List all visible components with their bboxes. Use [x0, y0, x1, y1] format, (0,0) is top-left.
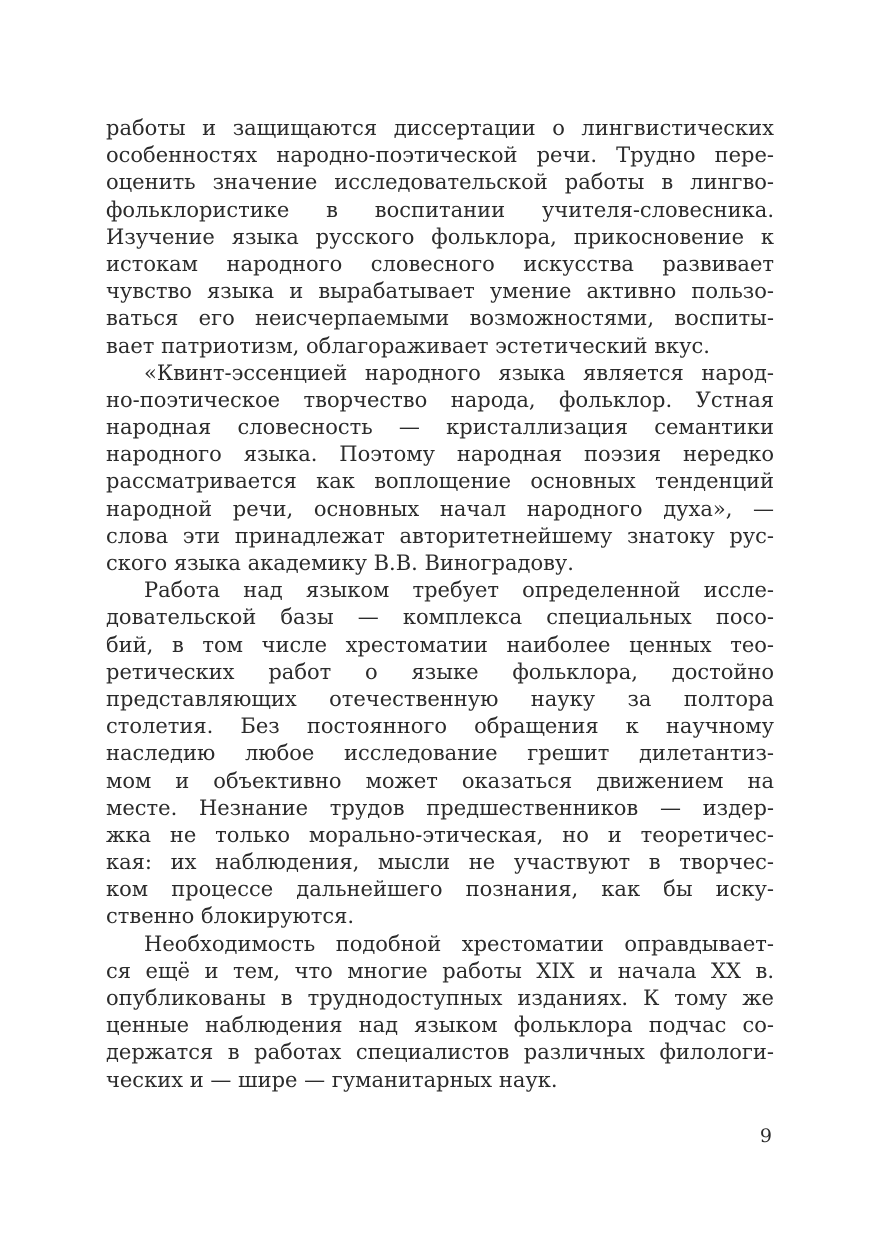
paragraph-1 — [106, 115, 774, 360]
text-line: слова эти принадлежат авторитетнейшему знатоку рус- — [106, 523, 774, 548]
text-line: работы и защищаются диссертации о лингвистических — [106, 116, 774, 140]
text-line: рассматривается как воплощение основных тенденций — [106, 469, 774, 494]
text-line: наследию любое исследование грешит дилетантиз- — [106, 741, 774, 766]
text-line: народного языка. Поэтому народная поэзия нередко — [106, 442, 774, 467]
text-line: кая: их наблюдения, мысли не участвуют в творчес- — [106, 850, 774, 875]
text-line: оценить значение исследовательской работы в лингво- — [106, 170, 774, 195]
text-line: народная словесность — кристаллизация семантики — [106, 415, 774, 440]
text-line: «Квинт-эссенцией народного языка является народ- — [144, 360, 774, 385]
text-line: ретических работ о языке фольклора, достойно — [106, 659, 774, 684]
text-line: ственно блокируются. — [106, 904, 355, 929]
text-line: жка не только морально-этическая, но и теоретичес- — [106, 822, 774, 847]
text-line: опубликованы в труднодоступных изданиях. К тому же — [106, 986, 774, 1010]
paragraph-3 — [106, 577, 774, 930]
text-line: ценные наблюдения над языком фольклора подчас со- — [106, 1013, 774, 1038]
text-line: народной речи, основных начал народного духа», — — [106, 496, 774, 521]
text-line: довательской базы — комплекса специальных посо- — [106, 605, 774, 630]
text-line: истокам народного словесного искусства развивает — [106, 251, 774, 276]
text-line: месте. Незнание трудов предшественников — издер- — [106, 795, 774, 820]
text-line: ского языка академику В.В. Виноградову. — [106, 551, 574, 575]
text-line: столетия. Без постоянного обращения к научному — [106, 714, 774, 739]
text-line: Необходимость подобной хрестоматии оправдывает- — [144, 931, 774, 956]
text-line: бий, в том числе хрестоматии наиболее ценных тео- — [106, 632, 774, 657]
paragraph-4 — [106, 931, 774, 1094]
text-line: но-поэтическое творчество народа, фольклор. Устная — [106, 387, 774, 412]
text-line: мом и объективно может оказаться движением на — [106, 768, 774, 793]
text-line: держатся в работах специалистов различных филологи- — [106, 1040, 774, 1065]
text-line: Работа над языком требует определенной иссле- — [144, 578, 774, 603]
text-line: вает патриотизм, облагораживает эстетический вкус. — [106, 333, 710, 358]
body-text — [106, 115, 774, 1094]
text-line: представляющих отечественную науку за полтора — [106, 686, 774, 711]
page-number: 9 — [759, 1125, 772, 1147]
text-line: чувство языка и вырабатывает умение активно пользо- — [106, 279, 774, 304]
text-line: ваться его неисчерпаемыми возможностями, воспиты- — [106, 306, 774, 331]
text-line: фольклористике в воспитании учителя-словесника. — [106, 197, 774, 222]
text-line: ческих и — шире — гуманитарных наук. — [106, 1067, 558, 1092]
text-line: Изучение языка русского фольклора, прикосновение к — [106, 224, 774, 249]
paragraph-2 — [106, 360, 774, 578]
text-line: особенностях народно-поэтической речи. Трудно пере- — [106, 143, 774, 168]
text-line: ся ещё и тем, что многие работы XIX и начала XX в. — [106, 958, 774, 983]
text-line: ком процессе дальнейшего познания, как бы иску- — [106, 877, 774, 902]
